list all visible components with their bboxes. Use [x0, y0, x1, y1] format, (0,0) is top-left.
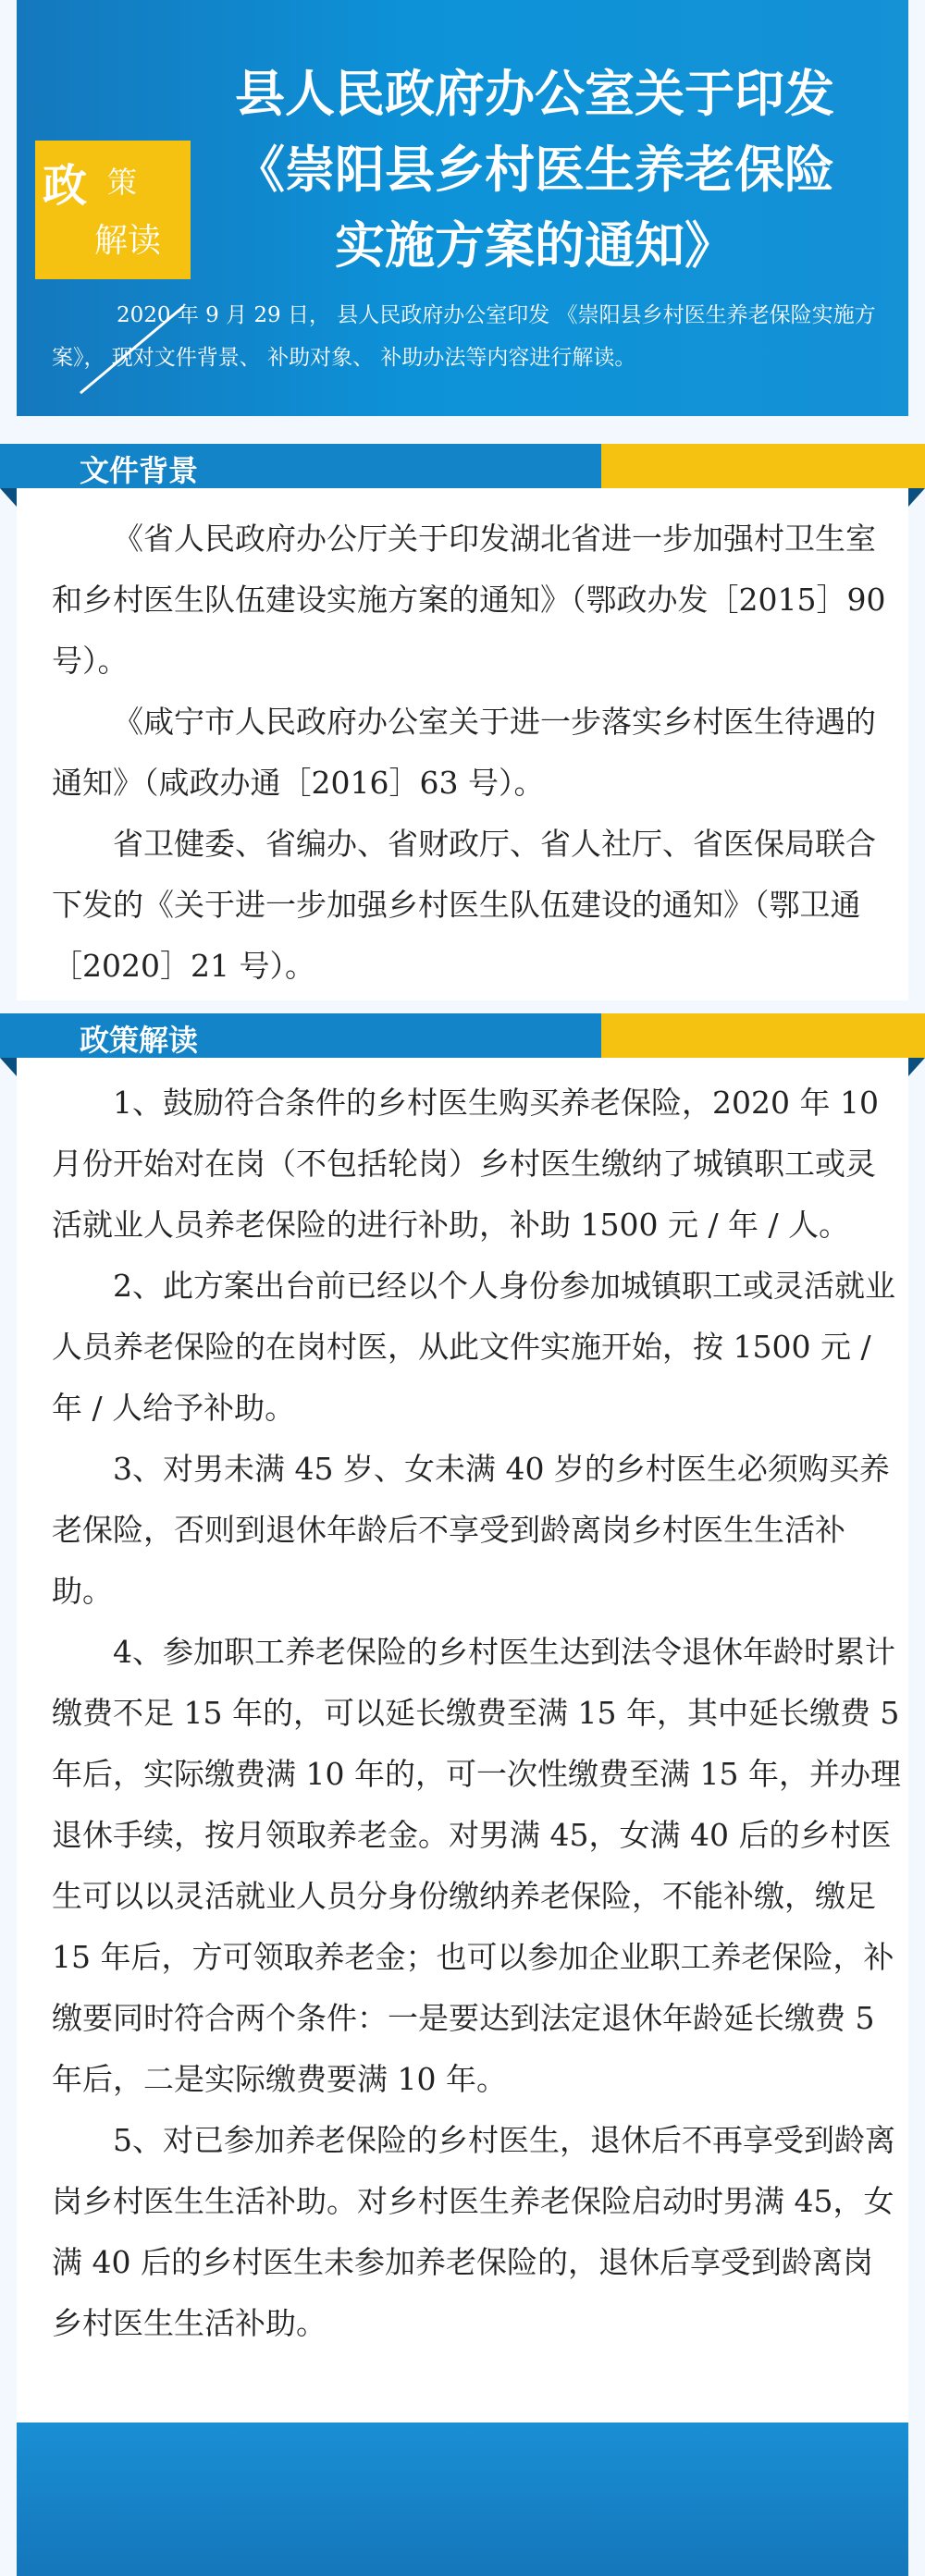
section-title: 政策解读 — [80, 1023, 199, 1058]
tag-bottom-text: 解读 — [94, 222, 162, 260]
paragraph: 《省人民政府办公厅关于印发湖北省进一步加强村卫生室和乡村医生队伍建设实施方案的通知》（鄂政办发［2015］90 号）。 — [52, 521, 886, 679]
title-line: 实施方案的通知》 — [335, 215, 734, 275]
policy-paragraphs — [52, 1073, 903, 2354]
footer-banner — [17, 2423, 908, 2576]
header-banner — [17, 0, 908, 416]
page-title — [202, 55, 868, 283]
paragraph: 5、对已参加养老保险的乡村医生，退休后不再享受到龄离岗乡村医生生活补助。对乡村医生养老保险启动时男满 45，女满 40 后的乡村医生未参加养老保险的，退休后享受到龄离岗乡村医生生活补助。 — [52, 2122, 895, 2341]
tag-top-char: 策 — [107, 165, 138, 200]
bar-yellow — [601, 1013, 925, 1058]
policy-card — [17, 1058, 908, 2423]
fold-right — [908, 488, 925, 507]
title-line: 县人民政府办公室关于印发 — [235, 64, 834, 123]
summary-text: 2020 年 9 月 29 日， 县人民政府办公室印发 《崇阳县乡村医生养老保险实施方案》， 现对文件背景、 补助对象、 补助办法等内容进行解读。 — [52, 303, 876, 370]
paragraph: 3、对男未满 45 岁、女未满 40 岁的乡村医生必须购买养老保险，否则到退休年龄后不享受到龄离岗乡村医生生活补助。 — [52, 1451, 890, 1609]
bar-yellow — [601, 444, 925, 488]
paragraph: 4、参加职工养老保险的乡村医生达到法令退休年龄时累计缴费不足 15 年的，可以延长缴费至满 15 年，其中延长缴费 5 年后，实际缴费满 10 年的，可一次性缴费至满 15 年，并办理退休手续，按月领取养老金。对男满 45，女满 40 后的乡村医生可以以灵活就业人员分身份缴纳养老保险，不能补缴，缴足 15 年后，方可领取养老金；也可以参加企业职工养老保险，补缴要同时符合两个条件：一是要达到法定退休年龄延长缴费 5 年后，二是实际缴费要满 10 年。 — [52, 1634, 901, 2097]
paragraph: 《咸宁市人民政府办公室关于进一步落实乡村医生待遇的通知》（咸政办通［2016］63 号）。 — [52, 704, 876, 801]
paragraph: 1、鼓励符合条件的乡村医生购买养老保险，2020 年 10 月份开始对在岗（不包括轮岗）乡村医生缴纳了城镇职工或灵活就业人员养老保险的进行补助，补助 1500 元 / 年 / 人。 — [52, 1085, 879, 1243]
paragraph: 2、此方案出台前已经以个人身份参加城镇职工或灵活就业人员养老保险的在岗村医，从此文件实施开始，按 1500 元 / 年 / 人给予补助。 — [52, 1268, 895, 1426]
fold-left — [0, 1058, 17, 1076]
fold-right — [908, 1058, 925, 1076]
background-paragraphs — [52, 509, 903, 997]
background-card — [17, 488, 908, 1000]
title-line: 《崇阳县乡村医生养老保险 — [235, 140, 834, 199]
section-bar-policy — [0, 1013, 925, 1058]
paragraph: 省卫健委、省编办、省财政厅、省人社厅、省医保局联合下发的《关于进一步加强乡村医生队伍建设的通知》（鄂卫通［2020］21 号）。 — [52, 826, 876, 984]
fold-left — [0, 488, 17, 507]
section-bar-background — [0, 444, 925, 488]
summary — [52, 294, 903, 379]
section-title: 文件背景 — [80, 453, 199, 488]
tag-main-char: 政 — [43, 160, 88, 212]
